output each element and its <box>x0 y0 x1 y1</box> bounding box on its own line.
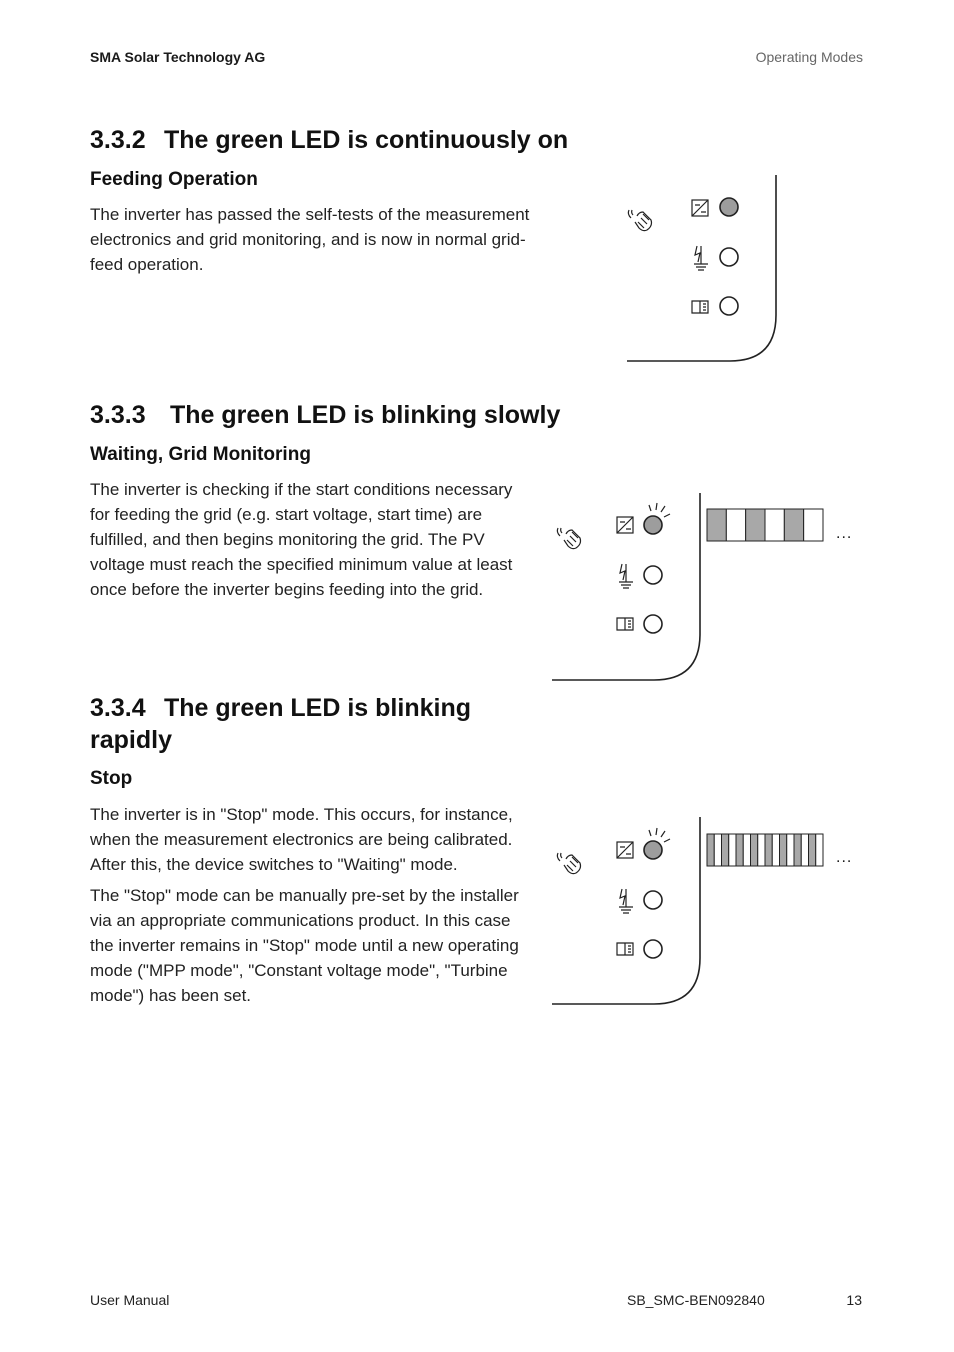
blink-cell <box>758 834 765 866</box>
blink-cell <box>787 834 794 866</box>
green-led <box>644 516 662 534</box>
blink-cell <box>765 509 784 541</box>
tap-icon <box>557 853 580 874</box>
blink-cell <box>707 509 726 541</box>
green-led <box>720 198 738 216</box>
manual-icon <box>617 943 633 955</box>
subheading-waiting: Waiting, Grid Monitoring <box>90 444 311 465</box>
green-led <box>644 841 662 859</box>
page-number: 13 <box>846 1292 862 1308</box>
earth-fault-icon <box>619 889 633 913</box>
blink-continuation: ... <box>836 849 853 866</box>
section-3-3-2 <box>90 124 570 156</box>
blink-cell <box>816 834 823 866</box>
earth-fault-icon <box>694 246 708 270</box>
yellow-led <box>644 940 662 958</box>
section-number: 3.3.4 <box>90 694 146 722</box>
blink-cell <box>751 834 758 866</box>
section-title: The green LED is continuously on <box>164 126 569 154</box>
blink-cell <box>743 834 750 866</box>
red-led <box>644 891 662 909</box>
section-heading <box>90 692 490 756</box>
blink-continuation: ... <box>836 525 853 542</box>
paragraph: The inverter is in "Stop" mode. This occurs, for instance, when the measurement electronics are being calibrated. After this, the device switches to "Waiting" mode. <box>90 805 513 874</box>
subheading-feeding-operation: Feeding Operation <box>90 169 258 190</box>
blink-cell <box>794 834 801 866</box>
blink-cell <box>772 834 779 866</box>
footer-document-id: SB_SMC-BEN092840 <box>627 1292 765 1308</box>
earth-fault-icon <box>619 564 633 588</box>
section-header-title: Operating Modes <box>755 49 863 65</box>
tap-icon <box>557 528 580 549</box>
section-heading <box>90 124 570 156</box>
section-number: 3.3.2 <box>90 126 146 154</box>
blink-cell <box>729 834 736 866</box>
section-title: The green LED is blinking rapidly <box>90 694 471 754</box>
subheading-stop: Stop <box>90 768 133 789</box>
blink-cell <box>804 509 823 541</box>
paragraph: The inverter is checking if the start conditions necessary for feeding the grid (e.g. start voltage, start time) are fulfilled, and then begins monitoring the grid. The PV voltage must reach the specified minimum value at least once before the inverter begins feeding into the grid. <box>90 480 513 599</box>
inverter-icon <box>617 517 633 533</box>
blink-cell <box>736 834 743 866</box>
blink-cell <box>801 834 808 866</box>
company-name: SMA Solar Technology AG <box>90 49 266 65</box>
blink-rays <box>649 503 670 517</box>
manual-icon <box>692 301 708 313</box>
inverter-icon <box>617 842 633 858</box>
section-3-3-4 <box>90 692 490 756</box>
inverter-icon <box>692 200 708 216</box>
blink-cell <box>707 834 714 866</box>
yellow-led <box>644 615 662 633</box>
section-3-3-3 <box>90 399 570 431</box>
manual-icon <box>617 618 633 630</box>
blink-cell <box>714 834 721 866</box>
paragraph: The inverter has passed the self-tests of the measurement electronics and grid monitoring, and is now in normal grid-feed operation. <box>90 205 530 274</box>
blink-cell <box>722 834 729 866</box>
section-heading <box>90 399 570 431</box>
device-panel-outline <box>552 817 700 1004</box>
blink-cell <box>809 834 816 866</box>
blink-pattern-rapid <box>707 834 823 866</box>
red-led <box>644 566 662 584</box>
yellow-led <box>720 297 738 315</box>
blink-cell <box>784 509 803 541</box>
section-title: The green LED is blinking slowly <box>170 401 561 429</box>
blink-cell <box>780 834 787 866</box>
blink-cell <box>746 509 765 541</box>
device-panel-outline <box>552 493 700 680</box>
paragraph: The "Stop" mode can be manually pre-set by the installer via an appropriate communications product. In this case the inverter remains in "Stop" mode until a new operating mode ("MPP mode", "Constant voltage mode", "Turbine mode") has been set. <box>90 886 519 1005</box>
device-panel-outline <box>627 175 776 361</box>
blink-cell <box>726 509 745 541</box>
blink-pattern-slow <box>707 509 823 541</box>
blink-cell <box>765 834 772 866</box>
tap-icon <box>628 210 651 231</box>
footer-document-type: User Manual <box>90 1292 170 1308</box>
section-number: 3.3.3 <box>90 401 146 429</box>
blink-rays <box>649 828 670 842</box>
red-led <box>720 248 738 266</box>
